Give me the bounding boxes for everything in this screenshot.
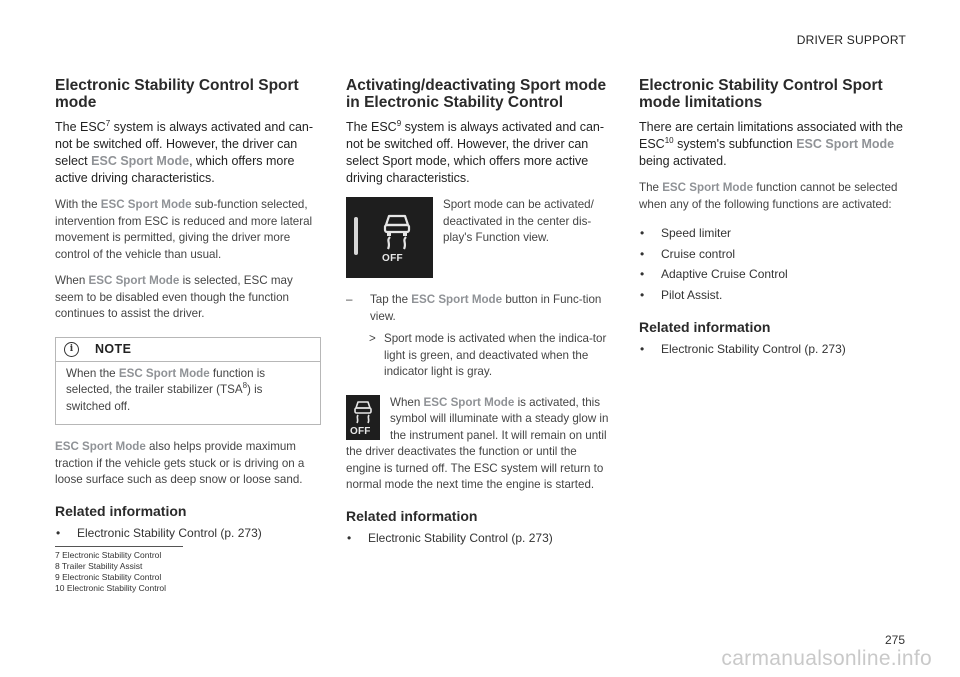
info-icon: i [64,342,79,357]
note-body [56,362,320,425]
esc-sport-icon [382,211,412,251]
column-esc-sport-mode [55,77,321,543]
text: The ESC [346,120,397,134]
text: Tap the [370,293,412,306]
intro-paragraph [55,119,321,187]
footnote-ref: 8 [242,381,248,390]
intro-paragraph [346,119,612,187]
column-activating-sport-mode [346,77,612,548]
list-item-text: Cruise control [661,246,736,261]
text: There are certain limitations associated with the ESC [639,120,904,151]
keyword: ESC Sport Mode [91,154,190,168]
text: also helps provide maximum traction if the vehicle gets stuck or is driving on a loose surface such as deep snow or loose sand. [55,440,305,486]
list-item [639,244,905,265]
text: Sport mode is activated when the indica-tor light is green, and deactivated when the indicator light is gray. [384,332,607,378]
footnote: 9 Electronic Stability Control [55,572,162,582]
bullet: • [640,287,645,302]
footnote: 7 Electronic Stability Control [55,550,162,560]
note-label: NOTE [95,342,132,356]
related-info-heading: Related information [346,507,478,524]
body-paragraph [55,439,321,489]
keyword: ESC Sport Mode [88,274,180,287]
bullet: • [347,530,352,545]
text: system's subfunction [673,137,797,151]
step-result [346,331,612,381]
keyword: ESC Sport Mode [411,293,503,306]
text: , which offers more active driving characteristics. [55,154,295,185]
text: button in Func-tion view. [370,293,602,323]
text: is activated, this symbol will illuminate with a steady glow in the instrument panel. It will remain on until the driver deactivates the function or until the engine is turned off. The ESC system will return to normal mode the next time the engine is started. [346,395,609,491]
list-item-text: Adaptive Cruise Control [661,267,788,281]
indicator-bar [354,217,358,255]
text: The ESC [55,120,106,134]
list-item [639,223,905,244]
function-view-figure [346,197,612,278]
step-dash: – [346,293,353,306]
intro-paragraph [639,119,905,170]
bullet: • [640,246,645,261]
section-title: Electronic Stability Control Sport mode [55,77,299,111]
text: When [55,274,89,287]
limitations-list [639,223,905,305]
related-info-heading: Related information [639,319,771,335]
bullet: • [640,342,645,356]
text: With the [55,198,101,211]
list-item [639,285,905,306]
list-item [639,264,905,285]
watermark: carmanualsonline.info [721,647,932,670]
page-number: 275 [884,633,905,647]
related-link[interactable] [639,339,905,360]
related-info-heading: Related information [55,502,187,519]
keyword: ESC Sport Mode [796,137,895,151]
indicator-paragraph [346,395,612,494]
text: The [639,181,663,194]
body-paragraph [639,180,905,213]
link-text: Electronic Stability Control (p. 273) [77,525,262,540]
text: ) is switched off. [66,383,263,413]
section-title: Electronic Stability Control Sport mode limitations [639,77,883,111]
footnote: 8 Trailer Stability Assist [55,561,143,571]
result-marker: > [369,332,376,345]
footnotes [55,546,183,594]
footnote-ref: 7 [105,119,111,128]
bullet: • [56,525,61,540]
figure-caption: Sport mode can be activated/ deactivated in the center dis-play's Function view. [443,198,594,244]
text: is selected, ESC may seem to be disabled even though the function continues to assist the driver. [55,274,293,320]
text: function is selected, the trailer stabilizer (TSA [66,366,266,396]
related-list [639,339,905,360]
related-list [55,523,321,544]
text: system is always activated and can-not be switched off. However, the driver can select [55,120,314,168]
esc-off-indicator-icon [353,400,373,424]
keyword: ESC Sport Mode [662,181,754,194]
related-link[interactable] [346,528,612,549]
body-paragraph [55,273,321,323]
related-link[interactable] [55,523,321,544]
text: sub-function selected, intervention from ESC is reduced and more lateral movement is permitted, giving the driver more control of the vehicle than usual. [55,198,313,261]
list-item-text: Pilot Assist. [661,287,723,302]
off-label: OFF [350,425,371,437]
text: system is always activated and can-not be switched off. However, the driver can select Sport mode, which offers more active driving characteristics. [346,120,605,185]
esc-sport-button-image [346,197,433,278]
note-header [56,338,320,362]
note-box [55,337,321,426]
keyword: ESC Sport Mode [118,366,210,380]
footnote-ref: 9 [396,119,402,128]
bullet: • [640,226,645,240]
section-header: DRIVER SUPPORT [796,33,906,47]
keyword: ESC Sport Mode [423,395,515,409]
column-sport-mode-limitations [639,77,905,360]
instruction-step [346,292,612,325]
text: When the [66,366,119,380]
related-list [346,528,612,549]
body-paragraph [55,197,321,263]
link-text: Electronic Stability Control (p. 273) [661,342,846,356]
section-title: Activating/deactivating Sport mode in Electronic Stability Control [346,77,607,111]
off-label: OFF [382,253,403,264]
footnote-ref: 10 [664,136,674,145]
link-text: Electronic Stability Control (p. 273) [368,530,553,545]
footnote: 10 Electronic Stability Control [55,583,167,593]
keyword: ESC Sport Mode [100,198,192,211]
text: function cannot be selected when any of the following functions are activated: [639,181,898,211]
bullet: • [640,267,645,281]
text: When [390,395,424,409]
text: being activated. [639,154,727,168]
keyword: ESC Sport Mode [55,440,146,453]
list-item-text: Speed limiter [661,226,732,240]
esc-off-indicator-image [346,395,380,440]
